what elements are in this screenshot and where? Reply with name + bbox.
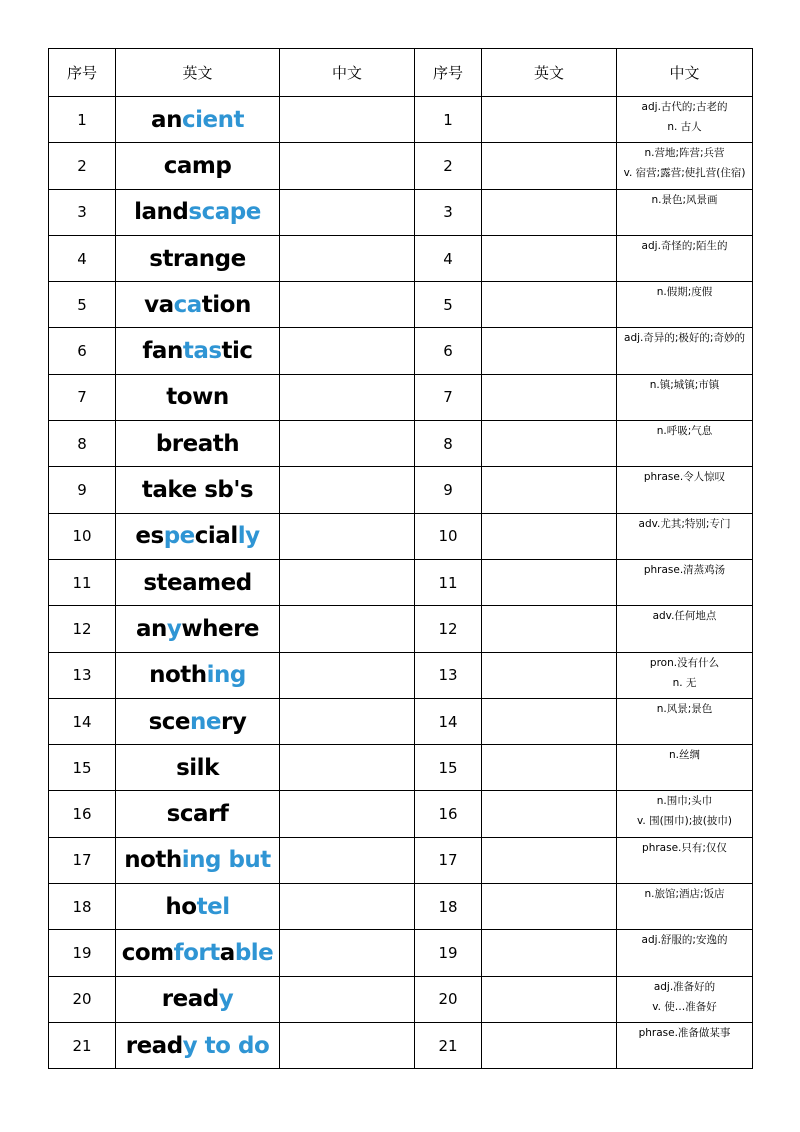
table-row [49, 884, 753, 930]
word-segment: silk [176, 754, 219, 781]
meaning-line: n. 古人 [667, 121, 702, 133]
word-segment: strange [149, 245, 246, 272]
chinese-meaning [617, 884, 753, 930]
word-segment-highlight: ca [173, 291, 202, 318]
english-word [116, 282, 280, 328]
chinese-blank-cell[interactable] [280, 930, 415, 976]
chinese-blank-cell[interactable] [280, 884, 415, 930]
chinese-blank-cell[interactable] [280, 328, 415, 374]
english-word [116, 328, 280, 374]
english-word [116, 652, 280, 698]
table-row [49, 791, 753, 837]
row-number-right: 9 [415, 467, 482, 513]
chinese-blank-cell[interactable] [280, 189, 415, 235]
english-word [116, 143, 280, 189]
table-row [49, 606, 753, 652]
row-number-right: 16 [415, 791, 482, 837]
english-word [116, 1022, 280, 1068]
row-number-left: 5 [49, 282, 116, 328]
english-word [116, 930, 280, 976]
row-number-right: 6 [415, 328, 482, 374]
chinese-blank-cell[interactable] [280, 559, 415, 605]
meaning-line: n.营地;阵营;兵营 [644, 147, 725, 160]
word-segment-highlight: fort [173, 939, 220, 966]
meaning-line: n.风景;景色 [656, 702, 713, 715]
row-number-right: 1 [415, 97, 482, 143]
english-word [116, 884, 280, 930]
meaning-line: n.丝绸 [669, 749, 700, 762]
row-number-left: 14 [49, 698, 116, 744]
chinese-meaning [617, 559, 753, 605]
word-segment: va [144, 291, 174, 318]
chinese-meaning [617, 837, 753, 883]
word-segment: land [134, 199, 189, 226]
meaning-line: adv.尤其;特别;专门 [638, 517, 731, 530]
english-word [116, 698, 280, 744]
meaning-line: adj.准备好的 [653, 980, 716, 993]
chinese-blank-cell[interactable] [280, 791, 415, 837]
meaning-line: phrase.准备做某事 [638, 1026, 731, 1039]
meaning-line: adv.任何地点 [652, 610, 717, 623]
table-row [49, 328, 753, 374]
word-segment-highlight: y [166, 615, 182, 642]
table-body [49, 97, 753, 1069]
chinese-meaning [617, 143, 753, 189]
english-blank-cell[interactable] [482, 513, 617, 559]
chinese-meaning [617, 282, 753, 328]
meaning-line: phrase.令人惊叹 [643, 471, 726, 484]
row-number-right: 13 [415, 652, 482, 698]
chinese-meaning [617, 606, 753, 652]
meaning-line: n.镇;城镇;市镇 [649, 378, 720, 391]
english-blank-cell[interactable] [482, 930, 617, 976]
table-row [49, 559, 753, 605]
word-segment: where [181, 615, 260, 642]
word-segment: es [135, 523, 164, 550]
english-word [116, 467, 280, 513]
row-number-left: 6 [49, 328, 116, 374]
english-blank-cell[interactable] [482, 374, 617, 420]
row-number-left: 15 [49, 745, 116, 791]
meaning-line: pron.没有什么 [649, 656, 720, 669]
chinese-meaning [617, 930, 753, 976]
row-number-right: 10 [415, 513, 482, 559]
row-number-right: 12 [415, 606, 482, 652]
table-row [49, 421, 753, 467]
word-segment-highlight: y to do [182, 1032, 270, 1059]
word-segment: scarf [166, 801, 229, 828]
row-number-right: 19 [415, 930, 482, 976]
table-row [49, 698, 753, 744]
meaning-line: phrase.清蒸鸡汤 [643, 563, 726, 576]
table-row [49, 282, 753, 328]
english-blank-cell[interactable] [482, 421, 617, 467]
english-blank-cell[interactable] [482, 606, 617, 652]
meaning-line: adj.古代的;古老的 [641, 101, 728, 113]
chinese-meaning [617, 791, 753, 837]
english-word [116, 606, 280, 652]
table-row [49, 745, 753, 791]
row-number-right: 14 [415, 698, 482, 744]
table-row [49, 930, 753, 976]
chinese-blank-cell[interactable] [280, 837, 415, 883]
english-blank-cell[interactable] [482, 467, 617, 513]
meaning-line: adj.奇异的;极好的;奇妙的 [624, 332, 745, 345]
chinese-blank-cell[interactable] [280, 467, 415, 513]
english-blank-cell[interactable] [482, 745, 617, 791]
english-word [116, 559, 280, 605]
meaning-line: adj.舒服的;安逸的 [641, 934, 728, 947]
chinese-blank-cell[interactable] [280, 421, 415, 467]
english-word [116, 791, 280, 837]
word-segment: an [151, 106, 182, 133]
meaning-line: v. 围(围巾);披(披巾) [637, 815, 732, 828]
english-blank-cell[interactable] [482, 1022, 617, 1068]
table-row [49, 976, 753, 1022]
chinese-blank-cell[interactable] [280, 374, 415, 420]
table-row [49, 467, 753, 513]
chinese-blank-cell[interactable] [280, 606, 415, 652]
meaning-line: n.围巾;头巾 [656, 795, 713, 808]
chinese-meaning [617, 189, 753, 235]
word-segment: fan [142, 338, 183, 365]
chinese-meaning [617, 97, 753, 143]
row-number-right: 15 [415, 745, 482, 791]
word-segment-highlight: scape [188, 199, 261, 226]
row-number-right: 20 [415, 976, 482, 1022]
chinese-meaning [617, 467, 753, 513]
row-number-left: 12 [49, 606, 116, 652]
row-number-left: 10 [49, 513, 116, 559]
row-number-left: 2 [49, 143, 116, 189]
row-number-right: 11 [415, 559, 482, 605]
row-number-right: 4 [415, 235, 482, 281]
header-english-right: 英文 [482, 49, 617, 97]
row-number-left: 20 [49, 976, 116, 1022]
word-segment: take sb's [141, 477, 254, 504]
row-number-right: 8 [415, 421, 482, 467]
chinese-meaning [617, 698, 753, 744]
table-row [49, 235, 753, 281]
row-number-left: 18 [49, 884, 116, 930]
word-segment: read [161, 986, 219, 1013]
chinese-blank-cell[interactable] [280, 235, 415, 281]
english-blank-cell[interactable] [482, 698, 617, 744]
chinese-blank-cell[interactable] [280, 1022, 415, 1068]
row-number-left: 4 [49, 235, 116, 281]
meaning-line: phrase.只有;仅仅 [642, 841, 727, 854]
word-segment-highlight: ing [206, 662, 246, 689]
word-segment-highlight: y [218, 986, 234, 1013]
row-number-left: 13 [49, 652, 116, 698]
table-row [49, 189, 753, 235]
word-segment: tic [221, 338, 253, 365]
row-number-left: 7 [49, 374, 116, 420]
row-number-right: 5 [415, 282, 482, 328]
english-word [116, 745, 280, 791]
english-word [116, 374, 280, 420]
row-number-left: 1 [49, 97, 116, 143]
chinese-meaning [617, 745, 753, 791]
row-number-left: 11 [49, 559, 116, 605]
word-segment: ry [221, 708, 247, 735]
word-segment: breath [155, 430, 240, 457]
word-segment: steamed [143, 569, 252, 596]
english-blank-cell[interactable] [482, 837, 617, 883]
word-segment-highlight: ly [237, 523, 260, 550]
row-number-right: 7 [415, 374, 482, 420]
row-number-right: 17 [415, 837, 482, 883]
word-segment: an [135, 615, 167, 642]
english-blank-cell[interactable] [482, 328, 617, 374]
chinese-meaning [617, 1022, 753, 1068]
table-row [49, 143, 753, 189]
header-number-left: 序号 [49, 49, 116, 97]
header-chinese-left: 中文 [280, 49, 415, 97]
english-blank-cell[interactable] [482, 791, 617, 837]
word-segment: noth [124, 847, 182, 874]
header-number-right: 序号 [415, 49, 482, 97]
word-segment-highlight: ing but [181, 847, 271, 874]
word-segment: camp [163, 152, 232, 179]
chinese-blank-cell[interactable] [280, 97, 415, 143]
word-segment: cial [194, 523, 238, 550]
english-word [116, 97, 280, 143]
table-row [49, 1022, 753, 1068]
row-number-left: 21 [49, 1022, 116, 1068]
word-segment: ho [165, 893, 197, 920]
meaning-line: adj.奇怪的;陌生的 [641, 239, 728, 252]
chinese-blank-cell[interactable] [280, 976, 415, 1022]
table-header-row [49, 49, 753, 97]
chinese-meaning [617, 328, 753, 374]
word-segment-highlight: pe [163, 523, 195, 550]
word-segment: noth [149, 662, 207, 689]
english-blank-cell[interactable] [482, 235, 617, 281]
chinese-meaning [617, 976, 753, 1022]
english-blank-cell[interactable] [482, 884, 617, 930]
english-word [116, 513, 280, 559]
meaning-line: v. 宿营;露营;使扎营(住宿) [623, 167, 746, 180]
chinese-blank-cell[interactable] [280, 282, 415, 328]
row-number-right: 21 [415, 1022, 482, 1068]
chinese-meaning [617, 513, 753, 559]
chinese-meaning [617, 421, 753, 467]
row-number-left: 16 [49, 791, 116, 837]
table-row [49, 97, 753, 143]
row-number-left: 9 [49, 467, 116, 513]
english-blank-cell[interactable] [482, 143, 617, 189]
chinese-meaning [617, 652, 753, 698]
row-number-left: 17 [49, 837, 116, 883]
word-segment: town [166, 384, 229, 411]
english-word [116, 189, 280, 235]
english-blank-cell[interactable] [482, 97, 617, 143]
table-row [49, 652, 753, 698]
word-segment: read [125, 1032, 183, 1059]
table-row [49, 513, 753, 559]
english-blank-cell[interactable] [482, 976, 617, 1022]
meaning-line: n.呼吸;气息 [656, 425, 713, 438]
row-number-right: 2 [415, 143, 482, 189]
meaning-line: n. 无 [672, 676, 697, 689]
chinese-blank-cell[interactable] [280, 652, 415, 698]
word-segment: com [121, 939, 174, 966]
word-segment: tion [201, 291, 251, 318]
chinese-meaning [617, 374, 753, 420]
meaning-line: n.旅馆;酒店;饭店 [644, 888, 725, 901]
chinese-blank-cell[interactable] [280, 698, 415, 744]
english-word [116, 837, 280, 883]
word-segment-highlight: tel [196, 893, 230, 920]
english-blank-cell[interactable] [482, 189, 617, 235]
word-segment-highlight: ne [190, 708, 222, 735]
meaning-line: n.景色;风景画 [651, 193, 718, 206]
row-number-left: 19 [49, 930, 116, 976]
english-word [116, 976, 280, 1022]
row-number-left: 8 [49, 421, 116, 467]
english-word [116, 421, 280, 467]
row-number-right: 3 [415, 189, 482, 235]
word-segment-highlight: cient [181, 106, 244, 133]
header-chinese-right: 中文 [617, 49, 753, 97]
word-segment: a [219, 939, 235, 966]
word-segment-highlight: ble [234, 939, 274, 966]
row-number-left: 3 [49, 189, 116, 235]
chinese-blank-cell[interactable] [280, 745, 415, 791]
english-blank-cell[interactable] [482, 559, 617, 605]
chinese-blank-cell[interactable] [280, 143, 415, 189]
table-row [49, 374, 753, 420]
meaning-line: n.假期;度假 [656, 286, 713, 299]
word-segment: sce [148, 708, 191, 735]
header-english-left: 英文 [116, 49, 280, 97]
chinese-blank-cell[interactable] [280, 513, 415, 559]
vocabulary-table [48, 48, 753, 1069]
english-blank-cell[interactable] [482, 652, 617, 698]
row-number-right: 18 [415, 884, 482, 930]
table-row [49, 837, 753, 883]
english-blank-cell[interactable] [482, 282, 617, 328]
meaning-line: v. 使…准备好 [652, 1000, 717, 1013]
chinese-meaning [617, 235, 753, 281]
english-word [116, 235, 280, 281]
word-segment-highlight: tas [182, 338, 222, 365]
